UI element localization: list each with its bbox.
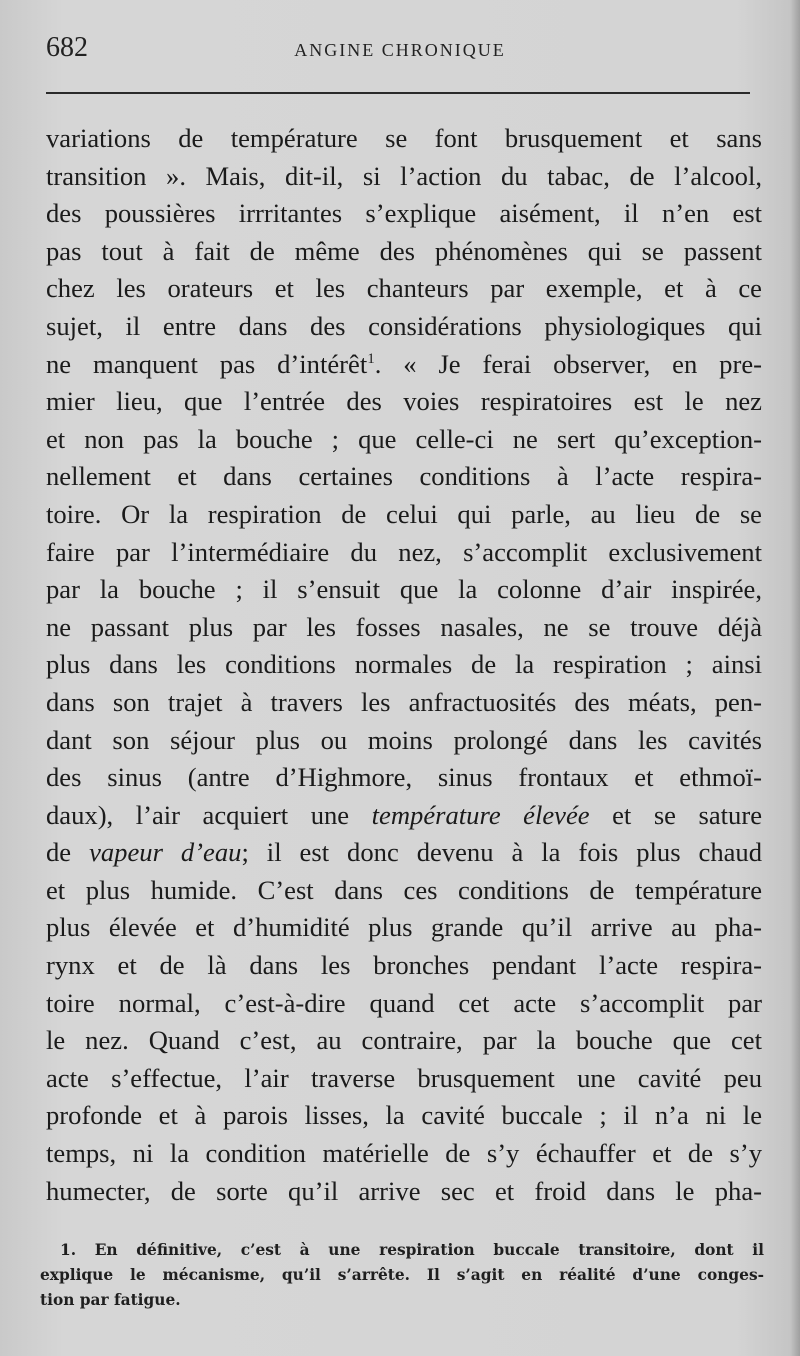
text-line: nellement et dans certaines conditions à l’acte respira- [46,461,762,492]
page-header [46,30,754,70]
header-rule [46,92,750,94]
text-line: acte s’effectue, l’air traverse brusquement une cavité peu [46,1062,762,1093]
text-line: toire. Or la respiration de celui qui parle, au lieu de se [46,498,762,529]
text-segment: ; il est donc devenu à la fois plus chaud [241,837,763,868]
footnote-line: 1. En définitive, c’est à une respiration buccale transitoire, dont il [60,1241,764,1259]
body-text [46,120,762,1210]
page-edge-shadow [790,0,800,1356]
text-segment: ne manquent pas d’intérêt [46,348,368,379]
text-line: mier lieu, que l’entrée des voies respiratoires est le nez [46,386,762,417]
text-line: variations de température se font brusquement et sans [46,123,762,153]
text-line: et non pas la bouche ; que celle-ci ne sert qu’exception- [46,423,762,454]
page-number: 682 [46,32,88,63]
text-line [46,797,762,835]
footnote-line: tion par fatigue. [40,1291,181,1309]
text-line [46,834,762,872]
text-line: temps, ni la condition matérielle de s’y échauffer et de s’y [46,1138,762,1169]
text-line: sujet, il entre dans des considérations physiologiques qui [46,310,762,341]
running-head: ANGINE CHRONIQUE [294,40,506,60]
text-line: dans son trajet à travers les anfractuosités des méats, pen- [46,686,762,717]
text-line: ne passant plus par les fosses nasales, ne se trouve déjà [46,611,762,642]
text-line: le nez. Quand c’est, au contraire, par la bouche que cet [46,1025,762,1056]
text-segment: . « Je ferai observer, en pre- [374,348,762,379]
text-line: et plus humide. C’est dans ces conditions de température [46,874,762,905]
italic-phrase: vapeur d’eau [89,837,242,868]
text-line: rynx et de là dans les bronches pendant l’acte respira- [46,950,762,981]
text-segment: daux), l’air acquiert une [46,799,372,830]
footnote [40,1238,764,1313]
text-line: plus dans les conditions normales de la respiration ; ainsi [46,649,762,680]
text-line: plus élevée et d’humidité plus grande qu’il arrive au pha- [46,912,762,943]
footnote-line: explique le mécanisme, qu’il s’arrête. Il s’agit en réalité d’une conges- [40,1266,764,1284]
text-line: des poussières irrritantes s’explique aisément, il n’en est [46,198,762,229]
text-segment: de [46,837,90,868]
text-line: profonde et à parois lisses, la cavité buccale ; il n’a ni le [46,1100,762,1131]
italic-phrase: température élevée [371,799,590,830]
text-line: dant son séjour plus ou moins prolongé dans les cavités [46,724,762,755]
text-line: des sinus (antre d’Highmore, sinus frontaux et ethmoï- [46,762,762,793]
text-line: toire normal, c’est-à-dire quand cet acte s’accomplit par [46,987,762,1018]
text-line: chez les orateurs et les chanteurs par exemple, et à ce [46,273,762,304]
footnote-reference[interactable]: 1 [367,350,375,367]
text-line: transition ». Mais, dit-il, si l’action du tabac, de l’alcool, [46,160,762,191]
text-line: faire par l’intermédiaire du nez, s’accomplit exclusivement [46,536,762,567]
text-line: humecter, de sorte qu’il arrive sec et froid dans le pha- [46,1175,762,1206]
text-line: pas tout à fait de même des phénomènes qui se passent [46,235,762,266]
text-line [46,346,762,384]
text-line: par la bouche ; il s’ensuit que la colonne d’air inspirée, [46,574,762,605]
text-segment: et se sature [589,799,762,830]
